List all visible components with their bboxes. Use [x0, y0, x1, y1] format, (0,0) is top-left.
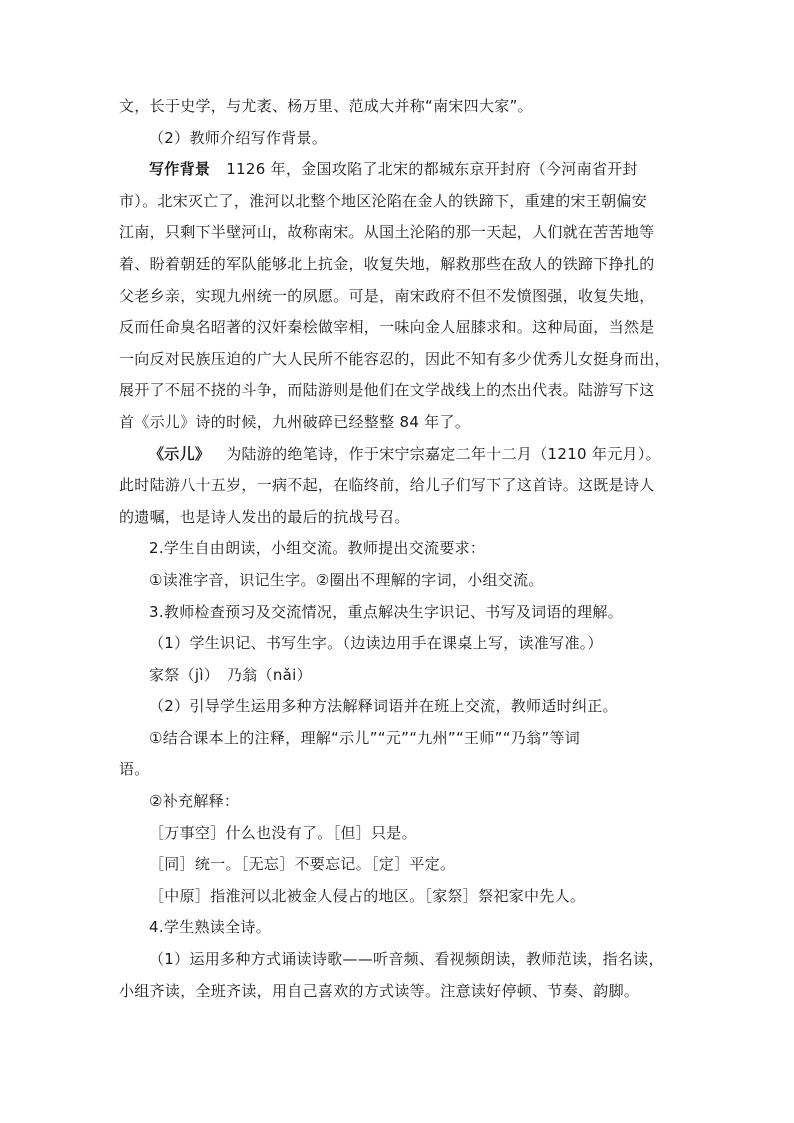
text-line-19: 家祭（jì） 乃翁（nǎi）: [149, 665, 312, 684]
text-span: 为陆游的绝笔诗，作于宋宁宗嘉定二年十二月（1210 年元月）。: [226, 444, 661, 463]
text-line-21: ①结合课本上的注释，理解“示儿”“元”“九州”“王师”“乃翁”等词: [149, 728, 581, 747]
text-line-27: 4.学生熟读全诗。: [149, 918, 272, 937]
text-line-9: 一向反对民族压迫的广大人民所不能容忍的，因此不知有多少优秀儿女挺身而出，: [119, 349, 670, 368]
text-line-16: ①读准字音，识记生字。②圈出不理解的字词，小组交流。: [149, 570, 544, 589]
text-line-25: ［同］统一。［无忘］不要忘记。［定］平定。: [149, 855, 456, 874]
text-line-6: 着、盼着朝廷的军队能够北上抗金，收复失地，解救那些在敌人的铁蹄下挣扎的: [119, 254, 655, 273]
section-label-writing-background: 写作背景: [149, 160, 211, 179]
text-span: 1126 年，金国攻陷了北宋的都城东京开封府（今河南省开封: [226, 160, 638, 179]
text-line-24: ［万事空］什么也没有了。［但］只是。: [149, 823, 417, 842]
text-line-22: 语。: [119, 760, 150, 779]
text-line-3: [119, 160, 685, 192]
text-line-14: 的遗嘱，也是诗人发出的最后的抗战号召。: [119, 507, 410, 526]
text-line-1: 文，长于史学，与尤袤、杨万里、范成大并称“南宋四大家”。: [119, 97, 533, 115]
text-line-26: ［中原］指淮河以北被金人侵占的地区。［家祭］祭祀家中先人。: [149, 886, 586, 905]
text-line-8: 反而任命臭名昭著的汉奸秦桧做宰相，一味向金人屈膝求和。这种局面，当然是: [119, 318, 655, 337]
text-line-23: ②补充解释：: [149, 792, 240, 811]
text-line-5: 江南，只剩下半壁河山，故称南宋。从国土沦陷的那一天起，人们就在苦苦地等: [119, 223, 655, 242]
text-line-29: 小组齐读，全班齐读，用自己喜欢的方式读等。注意读好停顿、节奏、韵脚。: [119, 981, 640, 1000]
text-line-28: （1）运用多种方式诵读诗歌——听音频、看视频朗读，教师范读，指名读，: [149, 950, 664, 969]
text-line-20: （2）引导学生运用多种方法解释词语并在班上交流，教师适时纠正。: [149, 697, 618, 716]
text-line-12: [119, 445, 685, 477]
text-line-17: 3.教师检查预习及交流情况，重点解决生字识记、书写及词语的理解。: [149, 602, 623, 621]
text-line-13: 此时陆游八十五岁，一病不起，在临终前，给儿子们写下了这首诗。这既是诗人: [119, 476, 655, 495]
section-label-poem-title: 《示儿》: [149, 444, 211, 463]
text-line-7: 父老乡亲，实现九州统一的夙愿。可是，南宋政府不但不发愤图强，收复失地，: [119, 286, 655, 305]
text-line-4: 市）。北宋灭亡了，淮河以北整个地区沦陷在金人的铁蹄下，重建的宋王朝偏安: [119, 191, 648, 210]
document-page: [119, 97, 685, 1013]
text-line-10: 展开了不屈不挠的斗争，而陆游则是他们在文学战线上的杰出代表。陆游写下这: [119, 381, 655, 400]
text-line-15: 2.学生自由朗读，小组交流。教师提出交流要求：: [149, 539, 486, 558]
text-line-2: （2）教师介绍写作背景。: [149, 128, 328, 147]
text-line-11: 首《示儿》诗的时候，九州破碎已经整整 84 年了。: [119, 412, 471, 431]
text-line-18: （1）学生识记、书写生字。（边读边用手在课桌上写，读准写准。）: [149, 634, 603, 653]
